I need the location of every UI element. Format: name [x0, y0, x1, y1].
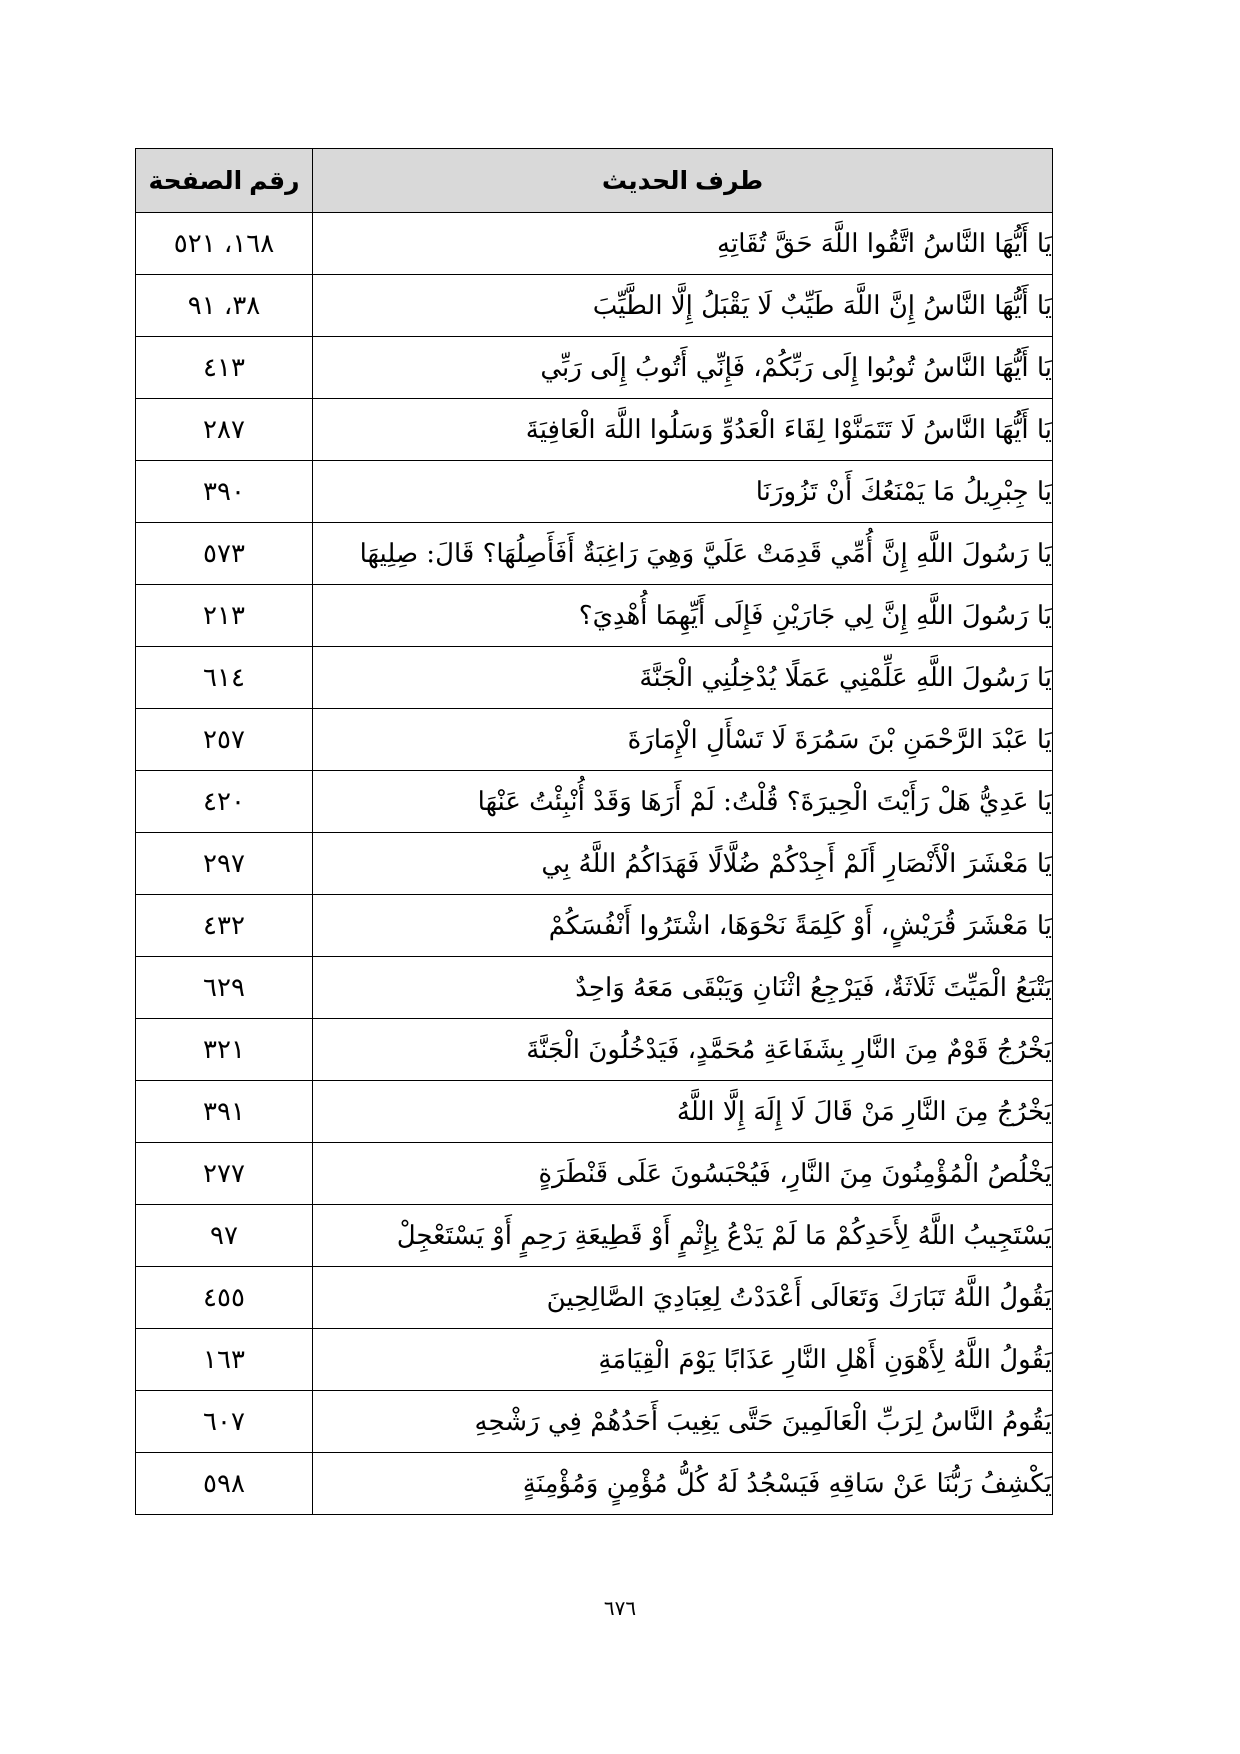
hadith-text: يَا أَيُّهَا النَّاسُ تُوبُوا إِلَى رَبِّكُمْ، فَإِنِّي أَتُوبُ إِلَى رَبِّي [313, 337, 1053, 399]
page-ref: ٢٩٧ [136, 833, 313, 895]
page-ref: ٣٨، ٩١ [136, 275, 313, 337]
page-ref: ٦٠٧ [136, 1391, 313, 1453]
table-row [136, 1081, 1053, 1143]
hadith-text: يَا جِبْرِيلُ مَا يَمْنَعُكَ أَنْ تَزُورَنَا [313, 461, 1053, 523]
page-ref: ٢٥٧ [136, 709, 313, 771]
hadith-text: يَا أَيُّهَا النَّاسُ لَا تَتَمَنَّوْا لِقَاءَ الْعَدُوِّ وَسَلُوا اللَّهَ الْعَافِيَةَ [313, 399, 1053, 461]
page-ref: ٥٧٣ [136, 523, 313, 585]
table-row [136, 523, 1053, 585]
table-row [136, 275, 1053, 337]
page-ref: ٥٩٨ [136, 1453, 313, 1515]
table-row [136, 1143, 1053, 1205]
page-ref: ٦٢٩ [136, 957, 313, 1019]
page-ref: ٢٧٧ [136, 1143, 313, 1205]
page-ref: ١٦٣ [136, 1329, 313, 1391]
hadith-text: يَقُولُ اللَّهُ تَبَارَكَ وَتَعَالَى أَعْدَدْتُ لِعِبَادِيَ الصَّالِحِينَ [313, 1267, 1053, 1329]
page-ref: ١٦٨، ٥٢١ [136, 213, 313, 275]
hadith-text: يَسْتَجِيبُ اللَّهُ لِأَحَدِكُمْ مَا لَمْ يَدْعُ بِإِثْمٍ أَوْ قَطِيعَةِ رَحِمٍ أَوْ يَسْتَعْجِلْ [313, 1205, 1053, 1267]
header-hadith: طرف الحديث [313, 149, 1053, 213]
page-ref: ٤٥٥ [136, 1267, 313, 1329]
page-ref: ٣٢١ [136, 1019, 313, 1081]
hadith-text: يَا أَيُّهَا النَّاسُ إِنَّ اللَّهَ طَيِّبٌ لَا يَقْبَلُ إِلَّا الطَّيِّبَ [313, 275, 1053, 337]
page-ref: ٦١٤ [136, 647, 313, 709]
table-row [136, 337, 1053, 399]
table-row [136, 771, 1053, 833]
table-row [136, 957, 1053, 1019]
hadith-text: يَا عَدِيُّ هَلْ رَأَيْتَ الْحِيرَةَ؟ قُلْتُ: لَمْ أَرَهَا وَقَدْ أُنْبِئْتُ عَنْهَا [313, 771, 1053, 833]
hadith-index-table [135, 148, 1053, 1515]
hadith-text: يَا مَعْشَرَ قُرَيْشٍ، أَوْ كَلِمَةً نَحْوَهَا، اشْتَرُوا أَنْفُسَكُمْ [313, 895, 1053, 957]
table-row [136, 585, 1053, 647]
header-page-number: رقم الصفحة [136, 149, 313, 213]
hadith-text: يَخْرُجُ قَوْمٌ مِنَ النَّارِ بِشَفَاعَةِ مُحَمَّدٍ، فَيَدْخُلُونَ الْجَنَّةَ [313, 1019, 1053, 1081]
hadith-text: يَقُومُ النَّاسُ لِرَبِّ الْعَالَمِينَ حَتَّى يَغِيبَ أَحَدُهُمْ فِي رَشْحِهِ [313, 1391, 1053, 1453]
table-header-row [136, 149, 1053, 213]
table-row [136, 1453, 1053, 1515]
table-row [136, 461, 1053, 523]
hadith-text: يَا رَسُولَ اللَّهِ إِنَّ أُمِّي قَدِمَتْ عَلَيَّ وَهِيَ رَاغِبَةٌ أَفَأَصِلُهَا؟ قَالَ: صِلِيهَا [313, 523, 1053, 585]
page-number: ٦٧٦ [603, 1596, 637, 1620]
hadith-text: يَكْشِفُ رَبُّنَا عَنْ سَاقِهِ فَيَسْجُدُ لَهُ كُلُّ مُؤْمِنٍ وَمُؤْمِنَةٍ [313, 1453, 1053, 1515]
hadith-text: يَا رَسُولَ اللَّهِ عَلِّمْنِي عَمَلًا يُدْخِلُنِي الْجَنَّةَ [313, 647, 1053, 709]
table-row [136, 399, 1053, 461]
page-ref: ٣٩١ [136, 1081, 313, 1143]
hadith-text: يَتْبَعُ الْمَيِّتَ ثَلَاثَةٌ، فَيَرْجِعُ اثْنَانِ وَيَبْقَى مَعَهُ وَاحِدٌ [313, 957, 1053, 1019]
page-ref: ٤٢٠ [136, 771, 313, 833]
table-row [136, 647, 1053, 709]
table-row [136, 1205, 1053, 1267]
table-row [136, 1267, 1053, 1329]
page-ref: ٢١٣ [136, 585, 313, 647]
table-row [136, 709, 1053, 771]
hadith-text: يَا رَسُولَ اللَّهِ إِنَّ لِي جَارَيْنِ فَإِلَى أَيِّهِمَا أُهْدِيَ؟ [313, 585, 1053, 647]
page-ref: ٤٣٢ [136, 895, 313, 957]
table-row [136, 213, 1053, 275]
hadith-text: يَا عَبْدَ الرَّحْمَنِ بْنَ سَمُرَةَ لَا تَسْأَلِ الْإِمَارَةَ [313, 709, 1053, 771]
table-row [136, 895, 1053, 957]
table-row [136, 1019, 1053, 1081]
page-ref: ٤١٣ [136, 337, 313, 399]
hadith-text: يَا مَعْشَرَ الْأَنْصَارِ أَلَمْ أَجِدْكُمْ ضُلَّالًا فَهَدَاكُمُ اللَّهُ بِي [313, 833, 1053, 895]
hadith-text: يَخْلُصُ الْمُؤْمِنُونَ مِنَ النَّارِ، فَيُحْبَسُونَ عَلَى قَنْطَرَةٍ [313, 1143, 1053, 1205]
hadith-text: يَا أَيُّهَا النَّاسُ اتَّقُوا اللَّهَ حَقَّ تُقَاتِهِ [313, 213, 1053, 275]
hadith-text: يَخْرُجُ مِنَ النَّارِ مَنْ قَالَ لَا إِلَهَ إِلَّا اللَّهُ [313, 1081, 1053, 1143]
table-row [136, 1391, 1053, 1453]
page-ref: ٩٧ [136, 1205, 313, 1267]
table-row [136, 833, 1053, 895]
page-ref: ٣٩٠ [136, 461, 313, 523]
page-ref: ٢٨٧ [136, 399, 313, 461]
hadith-text: يَقُولُ اللَّهُ لِأَهْوَنِ أَهْلِ النَّارِ عَذَابًا يَوْمَ الْقِيَامَةِ [313, 1329, 1053, 1391]
table-row [136, 1329, 1053, 1391]
